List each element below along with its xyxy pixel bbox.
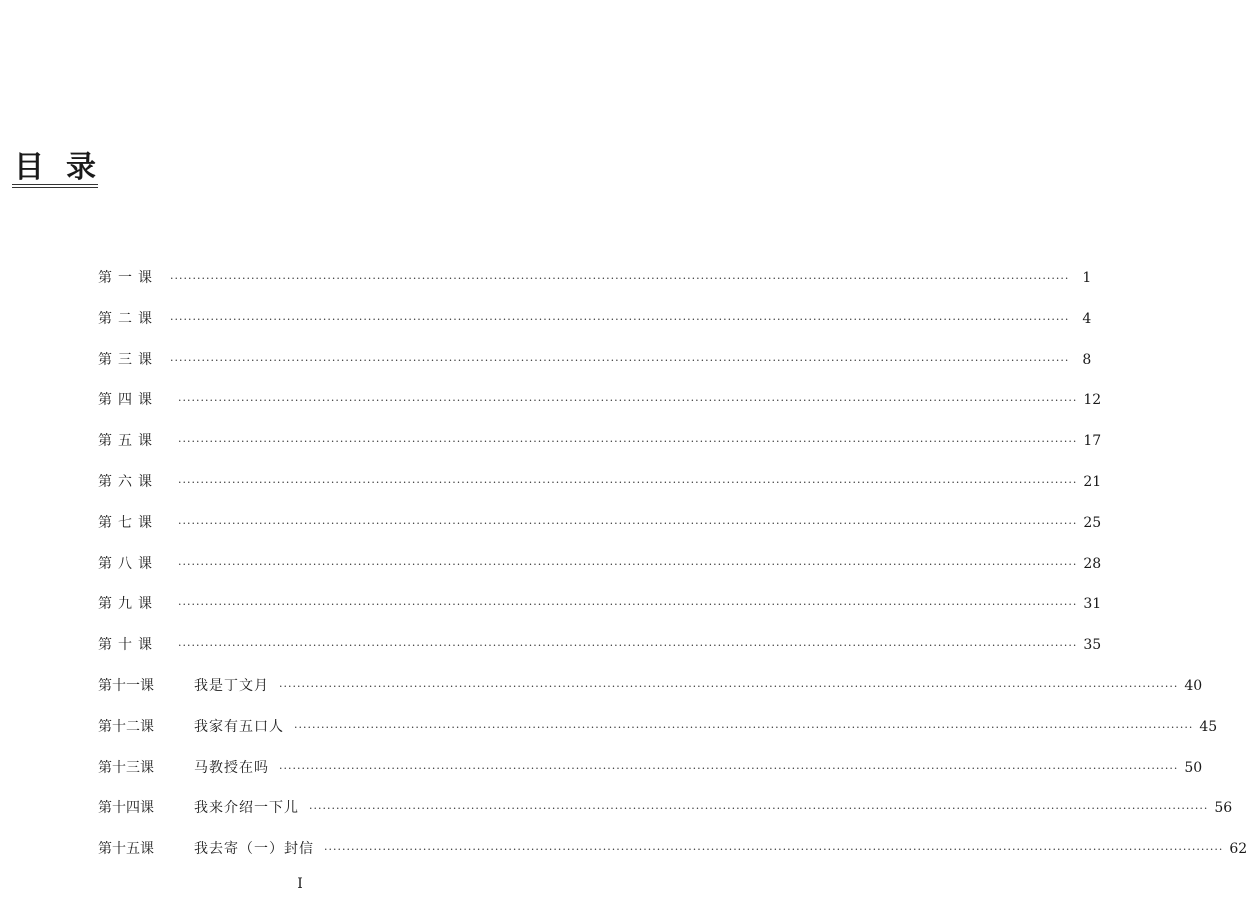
toc-lesson-title: 我来介绍一下儿 [194, 800, 299, 817]
toc-lesson-label: 第十二课 [98, 718, 154, 735]
toc-lesson-label: 第八课 [98, 555, 158, 572]
page-number: I [297, 876, 303, 892]
toc-leader-dots: ········································································································································································································ [324, 843, 1224, 857]
toc-leader-dots: ········································································································································································································ [294, 720, 1194, 734]
toc-entry[interactable] [98, 390, 1102, 431]
toc-lesson-label: 第一课 [98, 270, 158, 286]
title-underline-second [12, 187, 98, 188]
toc-page-number: 21 [1083, 473, 1102, 490]
toc-leader-dots: ········································································································································································································ [178, 598, 1078, 612]
toc-page-number: 62 [1229, 841, 1247, 858]
toc-page-number: 56 [1214, 800, 1233, 817]
toc-entry[interactable] [98, 798, 1233, 839]
toc-entry[interactable] [98, 717, 1218, 758]
toc-lesson-label: 第十课 [98, 637, 158, 654]
toc-entry[interactable] [98, 513, 1102, 554]
toc-leader-dots: ········································································································································································································ [170, 312, 1070, 326]
toc-lesson-label: 第十四课 [98, 800, 154, 817]
toc-page-number: 28 [1083, 555, 1102, 572]
title-underline [12, 184, 98, 185]
toc-lesson-label: 第十一课 [98, 677, 154, 694]
toc-lesson-title: 我是丁文月 [194, 677, 269, 694]
toc-lesson-label: 第十五课 [98, 841, 154, 858]
toc-entry[interactable] [98, 431, 1102, 472]
toc-page-number: 8 [1082, 351, 1092, 368]
toc-entry[interactable] [98, 594, 1102, 635]
toc-page-number: 4 [1082, 310, 1092, 327]
toc-leader-dots: ········································································································································································································ [279, 679, 1179, 693]
toc-leader-dots: ········································································································································································································ [178, 639, 1078, 653]
toc-lesson-label: 第十三课 [98, 759, 154, 776]
toc-lesson-label: 第五课 [98, 433, 158, 450]
toc-lesson-title: 我家有五口人 [194, 718, 284, 735]
toc-lesson-title: 我去寄（一）封信 [194, 841, 314, 858]
toc-page-number: 1 [1082, 270, 1092, 286]
toc-entry[interactable] [98, 676, 1203, 717]
toc-leader-dots: ········································································································································································································ [178, 516, 1078, 530]
toc-page-number: 12 [1083, 392, 1102, 409]
toc-page-number: 31 [1083, 596, 1102, 613]
toc-entry[interactable] [98, 268, 1092, 309]
toc-lesson-label: 第七课 [98, 514, 158, 531]
toc-leader-dots: ········································································································································································································ [170, 353, 1070, 367]
toc-leader-dots: ········································································································································································································ [178, 394, 1078, 408]
toc-page-number: 50 [1184, 759, 1203, 776]
toc-leader-dots: ········································································································································································································ [170, 272, 1070, 285]
toc-page-number: 40 [1184, 677, 1203, 694]
toc-entry[interactable] [98, 635, 1102, 676]
toc-lesson-label: 第三课 [98, 351, 158, 368]
toc-page-number: 45 [1199, 718, 1218, 735]
toc-entry[interactable] [98, 472, 1102, 513]
toc-lesson-label: 第二课 [98, 310, 158, 327]
toc-lesson-label: 第九课 [98, 596, 158, 613]
toc-entry[interactable] [98, 554, 1102, 595]
toc-entry[interactable] [98, 758, 1203, 799]
toc-lesson-title: 马教授在吗 [194, 759, 269, 776]
toc-page-number: 25 [1083, 514, 1102, 531]
toc-leader-dots: ········································································································································································································ [279, 761, 1179, 775]
toc-leader-dots: ········································································································································································································ [178, 475, 1078, 489]
toc-lesson-label: 第四课 [98, 392, 158, 409]
toc-leader-dots: ········································································································································································································ [178, 435, 1078, 449]
toc-page-number: 35 [1083, 637, 1102, 654]
toc-lesson-label: 第六课 [98, 473, 158, 490]
table-of-contents [98, 268, 1247, 880]
toc-entry[interactable] [98, 350, 1092, 391]
page-title: 目录 [14, 150, 118, 185]
toc-leader-dots: ········································································································································································································ [178, 557, 1078, 571]
toc-page-number: 17 [1083, 433, 1102, 450]
toc-leader-dots: ········································································································································································································ [309, 802, 1209, 816]
toc-entry[interactable] [98, 309, 1092, 350]
toc-entry[interactable] [98, 839, 1247, 880]
